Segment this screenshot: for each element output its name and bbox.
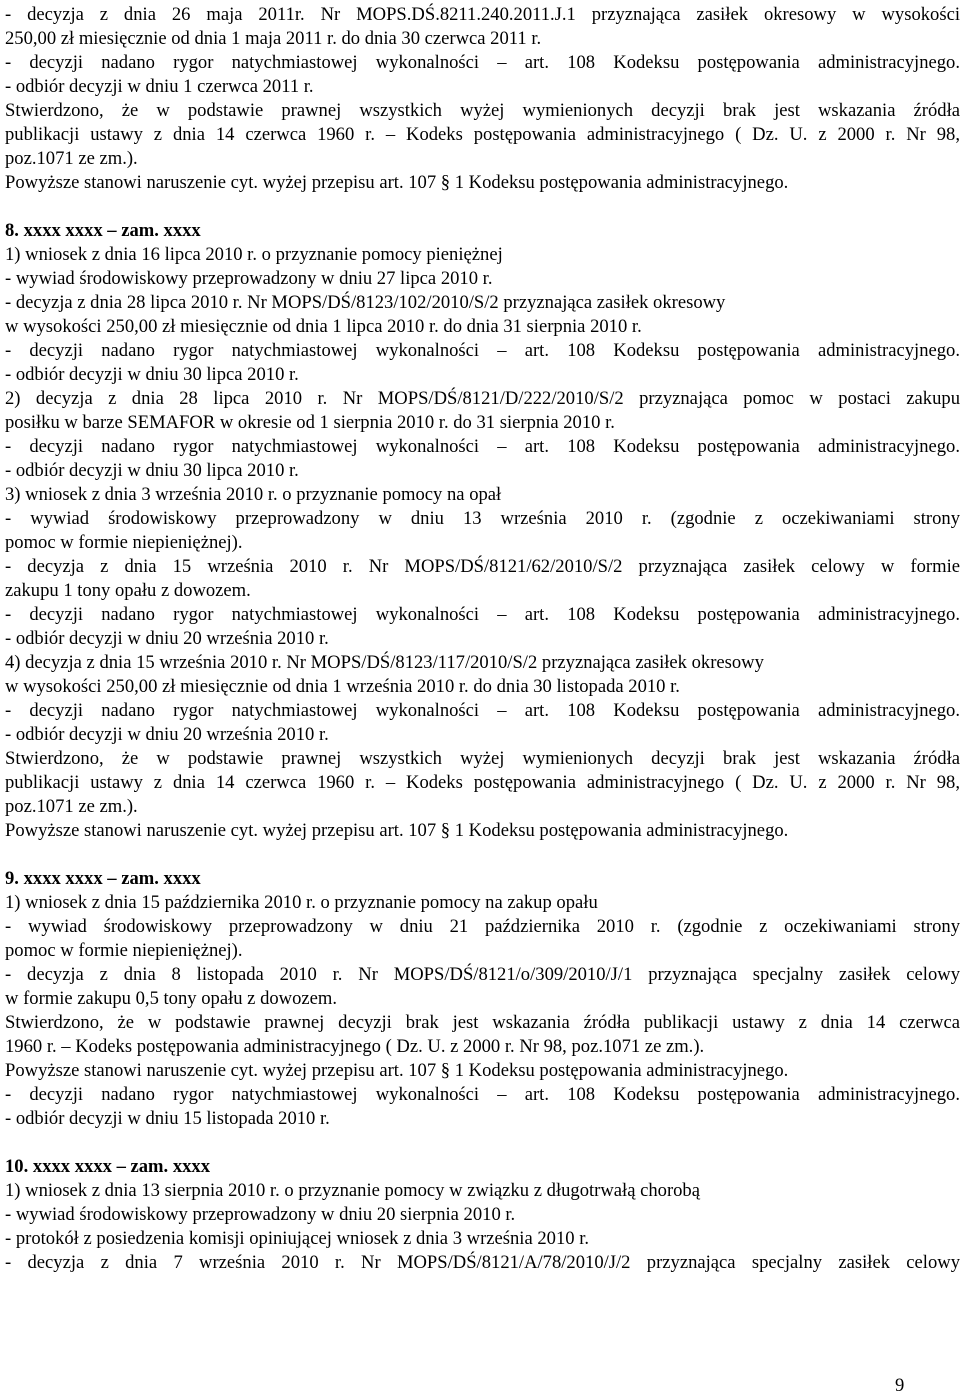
text-line: - odbiór decyzji w dniu 15 listopada 2010 r. (5, 1108, 330, 1129)
text-line: Powyższe stanowi naruszenie cyt. wyżej przepisu art. 107 § 1 Kodeksu postępowania administracyjnego. (5, 1060, 789, 1081)
text-line: pomoc w formie niepieniężnej). (5, 532, 243, 553)
text-line: 1) wniosek z dnia 13 sierpnia 2010 r. o przyznanie pomocy w związku z długotrwałą chorobą (5, 1180, 700, 1201)
text-line: Powyższe stanowi naruszenie cyt. wyżej przepisu art. 107 § 1 Kodeksu postępowania administracyjnego. (5, 820, 789, 841)
text-line: - protokół z posiedzenia komisji opiniującej wniosek z dnia 3 września 2010 r. (5, 1228, 590, 1249)
text-line: - decyzji nadano rygor natychmiastowej wykonalności – art. 108 Kodeksu postępowania administracyjnego. (5, 436, 960, 457)
text-line: Stwierdzono, że w podstawie prawnej wszystkich wyżej wymienionych decyzji brak jest wskazania źródła (5, 100, 960, 121)
text-line: pomoc w formie niepieniężnej). (5, 940, 243, 961)
text-line: - wywiad środowiskowy przeprowadzony w dniu 21 października 2010 r. (zgodnie z oczekiwaniami strony (5, 916, 960, 937)
text-line: - decyzja z dnia 8 listopada 2010 r. Nr MOPS/DŚ/8121/o/309/2010/J/1 przyznająca specjalny zasiłek celowy (5, 964, 960, 985)
text-line: - odbiór decyzji w dniu 20 września 2010 r. (5, 724, 329, 745)
text-line: posiłku w barze SEMAFOR w okresie od 1 sierpnia 2010 r. do 31 sierpnia 2010 r. (5, 412, 615, 433)
text-line: w wysokości 250,00 zł miesięcznie od dnia 1 lipca 2010 r. do dnia 31 sierpnia 2010 r. (5, 316, 642, 337)
text-line: - decyzji nadano rygor natychmiastowej wykonalności – art. 108 Kodeksu postępowania administracyjnego. (5, 700, 960, 721)
text-line: Stwierdzono, że w podstawie prawnej wszystkich wyżej wymienionych decyzji brak jest wskazania źródła (5, 748, 960, 769)
text-line: 3) wniosek z dnia 3 września 2010 r. o przyznanie pomocy na opał (5, 484, 502, 505)
text-line: Stwierdzono, że w podstawie prawnej decyzji brak jest wskazania źródła publikacji ustawy z dnia 14 czerwca (5, 1012, 960, 1033)
text-line: 1) wniosek z dnia 16 lipca 2010 r. o przyznanie pomocy pieniężnej (5, 244, 503, 265)
text-line: publikacji ustawy z dnia 14 czerwca 1960 r. – Kodeks postępowania administracyjnego ( Dz. U. z 2000 r. Nr 98, (5, 772, 960, 793)
text-line: - decyzja z dnia 7 września 2010 r. Nr MOPS/DŚ/8121/A/78/2010/J/2 przyznająca specjalny zasiłek celowy (5, 1252, 960, 1273)
text-line: poz.1071 ze zm.). (5, 796, 138, 817)
text-line: w wysokości 250,00 zł miesięcznie od dnia 1 września 2010 r. do dnia 30 listopada 2010 r. (5, 676, 680, 697)
text-line: - decyzji nadano rygor natychmiastowej wykonalności – art. 108 Kodeksu postępowania administracyjnego. (5, 52, 960, 73)
text-line: - decyzji nadano rygor natychmiastowej wykonalności – art. 108 Kodeksu postępowania administracyjnego. (5, 340, 960, 361)
text-line: - decyzji nadano rygor natychmiastowej wykonalności – art. 108 Kodeksu postępowania administracyjnego. (5, 604, 960, 625)
text-line: - odbiór decyzji w dniu 30 lipca 2010 r. (5, 460, 299, 481)
text-line: publikacji ustawy z dnia 14 czerwca 1960 r. – Kodeks postępowania administracyjnego ( Dz. U. z 2000 r. Nr 98, (5, 124, 960, 145)
text-line: zakupu 1 tony opału z dowozem. (5, 580, 251, 601)
text-line: - odbiór decyzji w dniu 1 czerwca 2011 r. (5, 76, 314, 97)
text-line: 1960 r. – Kodeks postępowania administracyjnego ( Dz. U. z 2000 r. Nr 98, poz.1071 ze zm.). (5, 1036, 705, 1057)
text-line: 2) decyzja z dnia 28 lipca 2010 r. Nr MOPS/DŚ/8121/D/222/2010/S/2 przyznająca pomoc w postaci zakupu (5, 388, 960, 409)
text-line: 4) decyzja z dnia 15 września 2010 r. Nr MOPS/DŚ/8123/117/2010/S/2 przyznająca zasiłek okresowy (5, 652, 764, 673)
text-line: - decyzja z dnia 15 września 2010 r. Nr MOPS/DŚ/8121/62/2010/S/2 przyznająca zasiłek celowy w formie (5, 556, 960, 577)
text-line: Powyższe stanowi naruszenie cyt. wyżej przepisu art. 107 § 1 Kodeksu postępowania administracyjnego. (5, 172, 789, 193)
text-line: - wywiad środowiskowy przeprowadzony w dniu 13 września 2010 r. (zgodnie z oczekiwaniami strony (5, 508, 960, 529)
section-heading: 9. xxxx xxxx – zam. xxxx (5, 868, 201, 889)
text-line: - odbiór decyzji w dniu 30 lipca 2010 r. (5, 364, 299, 385)
text-line: - decyzja z dnia 28 lipca 2010 r. Nr MOPS/DŚ/8123/102/2010/S/2 przyznająca zasiłek okresowy (5, 292, 726, 313)
section-heading: 10. xxxx xxxx – zam. xxxx (5, 1156, 211, 1177)
section-heading: 8. xxxx xxxx – zam. xxxx (5, 220, 201, 241)
text-line: w formie zakupu 0,5 tony opału z dowozem. (5, 988, 338, 1009)
text-line: - decyzja z dnia 26 maja 2011r. Nr MOPS.DŚ.8211.240.2011.J.1 przyznająca zasiłek okresowy w wysokości (5, 4, 960, 25)
text-line: 1) wniosek z dnia 15 października 2010 r. o przyznanie pomocy na zakup opału (5, 892, 598, 913)
text-line: - wywiad środowiskowy przeprowadzony w dniu 27 lipca 2010 r. (5, 268, 493, 289)
text-line: - odbiór decyzji w dniu 20 września 2010 r. (5, 628, 329, 649)
text-line: 250,00 zł miesięcznie od dnia 1 maja 2011 r. do dnia 30 czerwca 2011 r. (5, 28, 542, 49)
text-line: - decyzji nadano rygor natychmiastowej wykonalności – art. 108 Kodeksu postępowania administracyjnego. (5, 1084, 960, 1105)
text-line: poz.1071 ze zm.). (5, 148, 138, 169)
text-line: - wywiad środowiskowy przeprowadzony w dniu 20 sierpnia 2010 r. (5, 1204, 516, 1225)
page-number: 9 (895, 1375, 905, 1396)
